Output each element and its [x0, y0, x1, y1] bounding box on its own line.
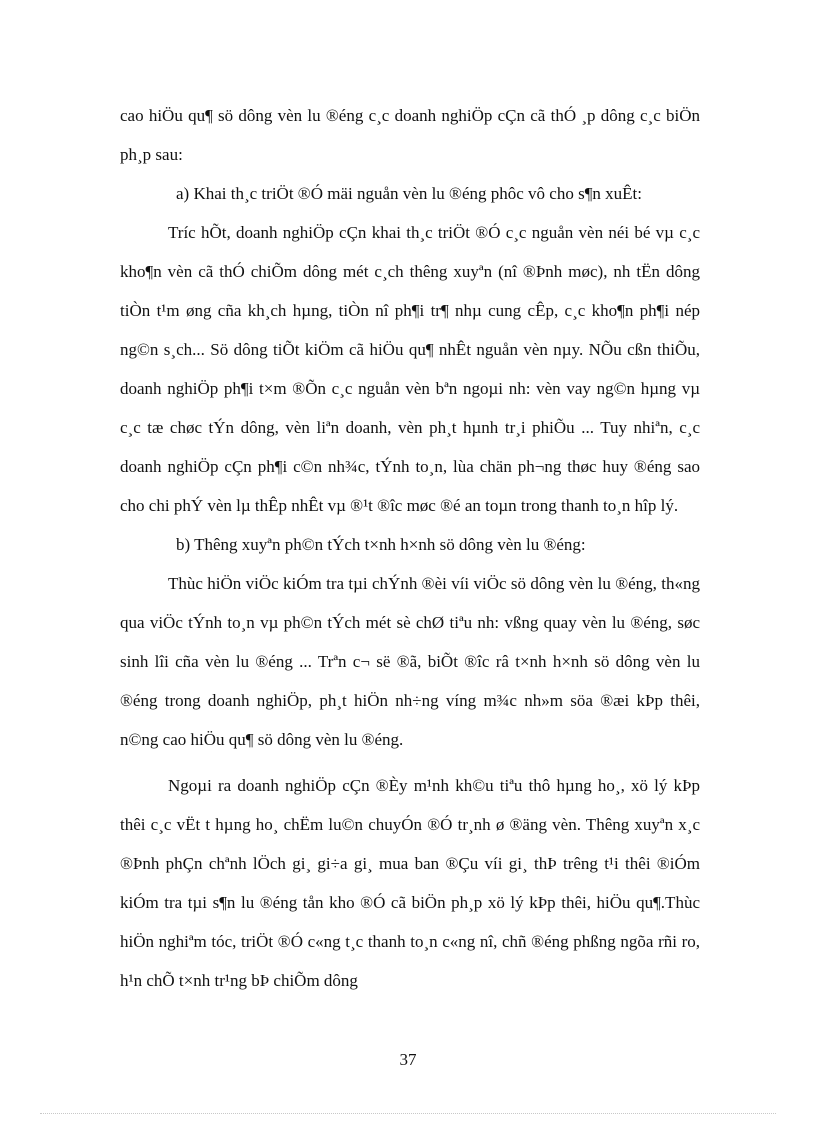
paragraph-a-body: Tríc hÕt, doanh nghiÖp cÇn khai th¸c triÖt ®Ó c¸c nguån vèn néi bé vµ c¸c kho¶n vèn cã thÓ chiÕm dông mét c¸ch thêng xuyªn (nî ®Þnh møc), nh tËn dông tiÒn t¹m øng cña kh¸ch hµng, tiÒn nî ph¶i tr¶ nhµ cung cÊp, c¸c kho¶n ph¶i nép ng©n s¸ch... Sö dông tiÕt kiÖm cã hiÖu qu¶ nhÊt nguån vèn nµy. NÕu cßn thiÕu, doanh nghiÖp ph¶i t×m ®Õn c¸c nguån vèn bªn ngoµi nh: vèn vay ng©n hµng vµ c¸c tæ chøc tÝn dông, vèn liªn doanh, vèn ph¸t hµnh tr¸i phiÕu ... Tuy nhiªn, c¸c doanh nghiÖp cÇn ph¶i c©n nh¾c, tÝnh to¸n, lùa chän ph¬ng thøc huy ®éng sao cho chi phÝ vèn lµ thÊp nhÊt vµ ®¹t ®îc møc ®é an toµn trong thanh to¸n hîp lý. — [120, 223, 700, 515]
page-bottom-divider — [40, 1113, 776, 1114]
document-body — [120, 96, 700, 1000]
page-number: 37 — [399, 1050, 417, 1069]
paragraph-b-body: Thùc hiÖn viÖc kiÓm tra tµi chÝnh ®èi víi viÖc sö dông vèn lu ®éng, th«ng qua viÖc tÝnh to¸n vµ ph©n tÝch mét sè chØ tiªu nh: vßng quay vèn lu ®éng, søc sinh lîi cña vèn lu ®éng ... Trªn c¬ së ®ã, biÕt ®îc râ t×nh h×nh sö dông vèn lu ®éng trong doanh nghiÖp, ph¸t hiÖn nh÷ng víng m¾c nh»m söa ®æi kÞp thêi, n©ng cao hiÖu qu¶ sö dông vèn lu ®éng. — [120, 574, 700, 749]
paragraph-intro-continued: cao hiÖu qu¶ sö dông vèn lu ®éng c¸c doanh nghiÖp cÇn cã thÓ ¸p dông c¸c biÖn ph¸p sau: — [120, 106, 700, 164]
heading-b: b) Thêng xuyªn ph©n tÝch t×nh h×nh sö dông vèn lu ®éng: — [176, 535, 586, 554]
heading-a: a) Khai th¸c triÖt ®Ó mäi nguån vèn lu ®éng phôc vô cho s¶n xuÊt: — [176, 184, 642, 203]
paragraph-final: Ngoµi ra doanh nghiÖp cÇn ®Èy m¹nh kh©u tiªu thô hµng ho¸, xö lý kÞp thêi c¸c vËt t hµng ho¸ chËm lu©n chuyÓn ®Ó tr¸nh ø ®äng vèn. Thêng xuyªn x¸c ®Þnh phÇn chªnh lÖch gi¸ gi÷a gi¸ mua ban ®Çu víi gi¸ thÞ trêng t¹i thêi ®iÓm kiÓm tra tµi s¶n lu ®éng tån kho ®Ó cã biÖn ph¸p xö lý kÞp thêi, hiÖu qu¶.Thùc hiÖn nghiªm tóc, triÖt ®Ó c«ng t¸c thanh to¸n c«ng nî, chñ ®éng phßng ngõa rñi ro, h¹n chÕ t×nh tr¹ng bÞ chiÕm dông — [120, 776, 700, 990]
paragraph-gap — [120, 759, 700, 766]
